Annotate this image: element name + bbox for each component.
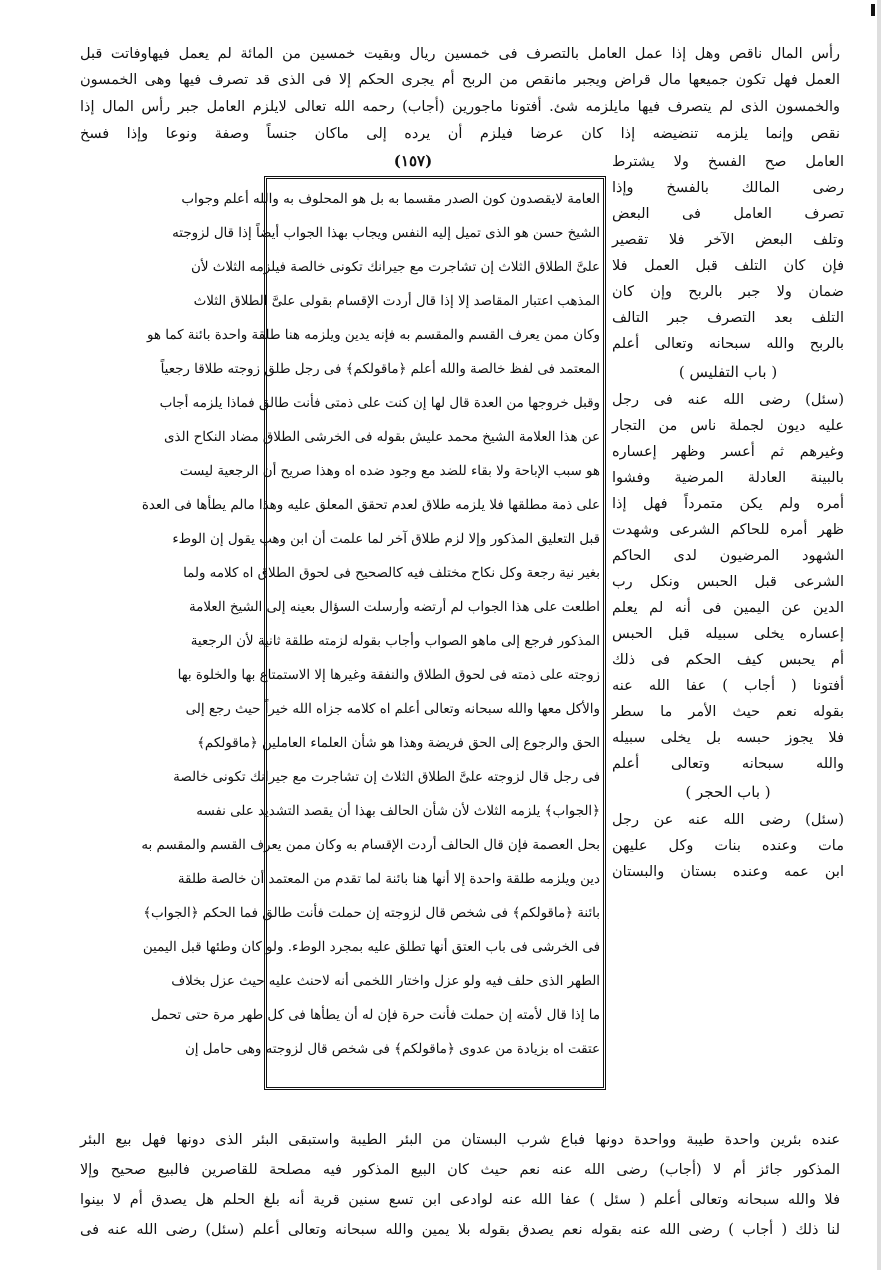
corner-mark — [871, 4, 875, 16]
side-line: التلف بعد التصرف جبر التالف — [612, 310, 844, 326]
frame-line: اطلعت على هذا الجواب لم أرتضه وأرسلت السؤال بعينه إلى الشيخ العلامة — [188, 600, 600, 615]
frame-line: المذهب اعتبار المقاصد إلا إذا قال أردت الإقسام بقولى علىَّ الطلاق الثلاث — [193, 294, 600, 309]
top-line: العمل فهل تكون جميعها مال قراض ويجبر مانقص من الربح أم يجرى الحكم إلا فى الذى قد تصرف فيها وهى الخمسون — [80, 72, 840, 88]
page-number: (١٥٧) — [393, 152, 433, 170]
frame-line: وقبل خروجها من العدة قال لها إن كنت على ذمتى فأنت طالق فماذا يلزمه أجاب — [159, 396, 600, 411]
frame-line: علىَّ الطلاق الثلاث إن تشاجرت مع جيرانك تكونى خالصة فيلزمه الثلاث لأن — [190, 260, 600, 275]
side-line: أفتونا ( أجاب ) عفا الله عنه — [612, 678, 844, 694]
side-line: أم يحبس كيف الحكم فى ذلك — [612, 652, 844, 668]
side-line: فإن كان التلف قبل العمل فلا — [612, 258, 844, 274]
side-line: بالبينة العادلة المرضية وفشوا — [612, 470, 844, 486]
frame-line: العامة لايقصدون كون الصدر مقسما به بل هو المحلوف به والله أعلم وجواب — [181, 192, 600, 207]
frame-line: بائنة ﴿ماقولكم﴾ فى شخص قال لزوجته إن حملت فأنت طالق فما الحكم ﴿الجواب﴾ — [143, 906, 600, 921]
top-line: نقص وإنما يلزمه تنضيضه إذا كان عرضا فيلزم أن يرده إلى ماكان جنساً وصفة ونوعا وإذا فسخ — [80, 126, 840, 142]
side-line: وغيرهم ثم أعسر وظهر إعساره — [612, 444, 844, 460]
frame-line: على ذمة مطلقها فلا يلزمه طلاق لعدم تحقق المعلق عليه وهذا مالم يطأها فى العدة — [141, 498, 600, 513]
side-line: وتلف البعض الآخر فلا تقصير — [612, 232, 844, 248]
frame-line: هو سبب الإباحة ولا بقاء للضد مع وجود ضده اه وهذا صريح أن الرجعية ليست — [179, 464, 600, 479]
side-line: تصرف العامل فى البعض — [612, 206, 844, 222]
frame-line: بغير نية رجعة وكل نكاح مختلف فيه كالصحيح فى لحوق الطلاق اه كلامه ولما — [183, 566, 600, 581]
frame-line: دين ويلزمه طلقة واحدة إلا أنها هنا بائنة لما تقدم من المعتمد أن خالصة طلقة — [177, 872, 600, 887]
frame-line: والأكل معها والله سبحانه وتعالى أعلم اه كلامه جزاه الله خيراً حيث رجع إلى — [185, 702, 600, 717]
side-line: إعساره يخلى سبيله قبل الحبس — [612, 626, 844, 642]
side-line: ضمان ولا جبر بالربح وإن كان — [612, 284, 844, 300]
section-heading: ( باب التفليس ) — [678, 363, 778, 381]
bottom-line: عنده بئرين واحدة طيبة وواحدة دونها فباع شرب البستان من البئر الطيبة واستبقى البئر الذى دونها فهل بيع البئر — [80, 1132, 840, 1148]
frame-line: المذكور فرجع إلى ماهو الصواب وأجاب بقوله لزمته طلقة ثانية لأن الرجعية — [190, 634, 600, 649]
frame-line: الطهر الذى حلف فيه ولو عزل واختار اللخمى أنه لاحنث عليه حيث عزل بخلاف — [171, 974, 600, 989]
bottom-line: فلا والله سبحانه وتعالى أعلم ( سئل ) عفا الله عنه لوادعى ابن تسع سنين قرية أنه بلغ الحلم هل يصدق أم لا بينوا — [80, 1192, 840, 1208]
side-line: الدين عن اليمين فى أنه لم يعلم — [612, 600, 844, 616]
side-line: أمره ولم يكن متمرداً فهل إذا — [612, 496, 844, 512]
side-line: ابن عمه وعنده بستان والبستان — [612, 864, 844, 880]
bottom-line: المذكور جائز أم لا (أجاب) رضى الله عنه نعم حيث كان البيع المذكور فيه مصلحة للقاصرين فالبيع صحيح وإلا — [80, 1162, 840, 1178]
bottom-line: لنا ذلك ( أجاب ) رضى الله عنه بقوله نعم يصدق بقوله بلا يمين والله سبحانه وتعالى أعلم (سئل) رضى الله عنه فى — [80, 1222, 840, 1238]
frame-line: الشيخ حسن هو الذى تميل إليه النفس ويجاب بهذا الجواب أيضاً إذا قال لزوجته — [172, 226, 600, 241]
frame-line: عن هذا العلامة الشيخ محمد عليش بقوله فى الخرشى الطلاق مضاد النكاح الذى — [164, 430, 600, 445]
side-line: رضى المالك بالفسخ وإذا — [612, 180, 844, 196]
frame-line: بحل العصمة فإن قال الحالف أردت الإقسام به وكان ممن يعرف القسم والمقسم به — [141, 838, 600, 853]
frame-line: فى رجل قال لزوجته علىَّ الطلاق الثلاث إن تشاجرت مع جيرانك تكونى خالصة — [173, 770, 600, 785]
frame-line: وكان ممن يعرف القسم والمقسم به فإنه يدين ويلزمه هنا طلقة واحدة بائنة كما هو — [147, 328, 600, 343]
frame-line: فى الخرشى فى باب العتق أنها تطلق عليه بمجرد الوطء. ولو كان وطئها قبل اليمين — [142, 940, 600, 955]
frame-line: قبل التعليق المذكور وإلا لزم طلاق آخر لما علمت أن ابن وهب يقول إن الوطء — [172, 532, 600, 547]
side-line: فلا يجوز حبسه بل يخلى سبيله — [612, 730, 844, 746]
side-line: العامل صح الفسخ ولا يشترط — [612, 154, 844, 170]
frame-line: ﴿الجواب﴾ يلزمه الثلاث لأن شأن الحالف بهذا أن يقصد التشديد على نفسه — [196, 804, 600, 819]
frame-line: عتقت اه بزيادة من عدوى ﴿ماقولكم﴾ فى شخص قال لزوجته وهى حامل إن — [184, 1042, 600, 1057]
side-line: الشرعى قبل الحبس ونكل رب — [612, 574, 844, 590]
side-line: بقوله نعم حيث الأمر ما سطر — [612, 704, 844, 720]
side-line: والله سبحانه وتعالى أعلم — [612, 756, 844, 772]
side-line: مات وعنده بنات وكل عليهن — [612, 838, 844, 854]
side-line: (سئل) رضى الله عنه عن رجل — [612, 812, 844, 828]
frame-line: ما إذا قال لأمته إن حملت فأنت حرة فإن له أن يطأها فى كل طهر مرة حتى تحمل — [150, 1008, 600, 1023]
frame-line: الحق والرجوع إلى الحق فريضة وهذا هو شأن العلماء العاملين ﴿ماقولكم﴾ — [197, 736, 600, 751]
side-line: ظهر أمره للحاكم الشرعى وشهدت — [612, 522, 844, 538]
page-edge-shadow — [877, 0, 881, 1270]
top-line: رأس المال ناقص وهل إذا عمل العامل بالتصرف فى خمسين ريال وبقيت خمسين من المائة لم يعمل فيهاوفاتت قبل — [80, 46, 840, 62]
side-line: الشهود المرضيون لدى الحاكم — [612, 548, 844, 564]
side-line: عليه ديون لجملة ناس من التجار — [612, 418, 844, 434]
section-heading: ( باب الحجر ) — [685, 783, 771, 801]
side-line: (سئل) رضى الله عنه فى رجل — [612, 392, 844, 408]
frame-line: زوجته على ذمته فى لحوق الطلاق والنفقة وغيرها إلا الاستمتاع بها والخلوة بها — [177, 668, 600, 683]
frame-line: المعتمد فى لفظ خالصة والله أعلم ﴿ماقولكم﴾ فى رجل طلق زوجته طلاقا رجعياً — [160, 362, 600, 377]
top-line: والخمسون الذى لم يتصرف فيها مايلزمه شئ. أفتونا ماجورين (أجاب) رحمه الله تعالى لايلزم العامل جبر رأس المال إذا — [80, 99, 840, 115]
side-line: بالربح والله سبحانه وتعالى أعلم — [612, 336, 844, 352]
